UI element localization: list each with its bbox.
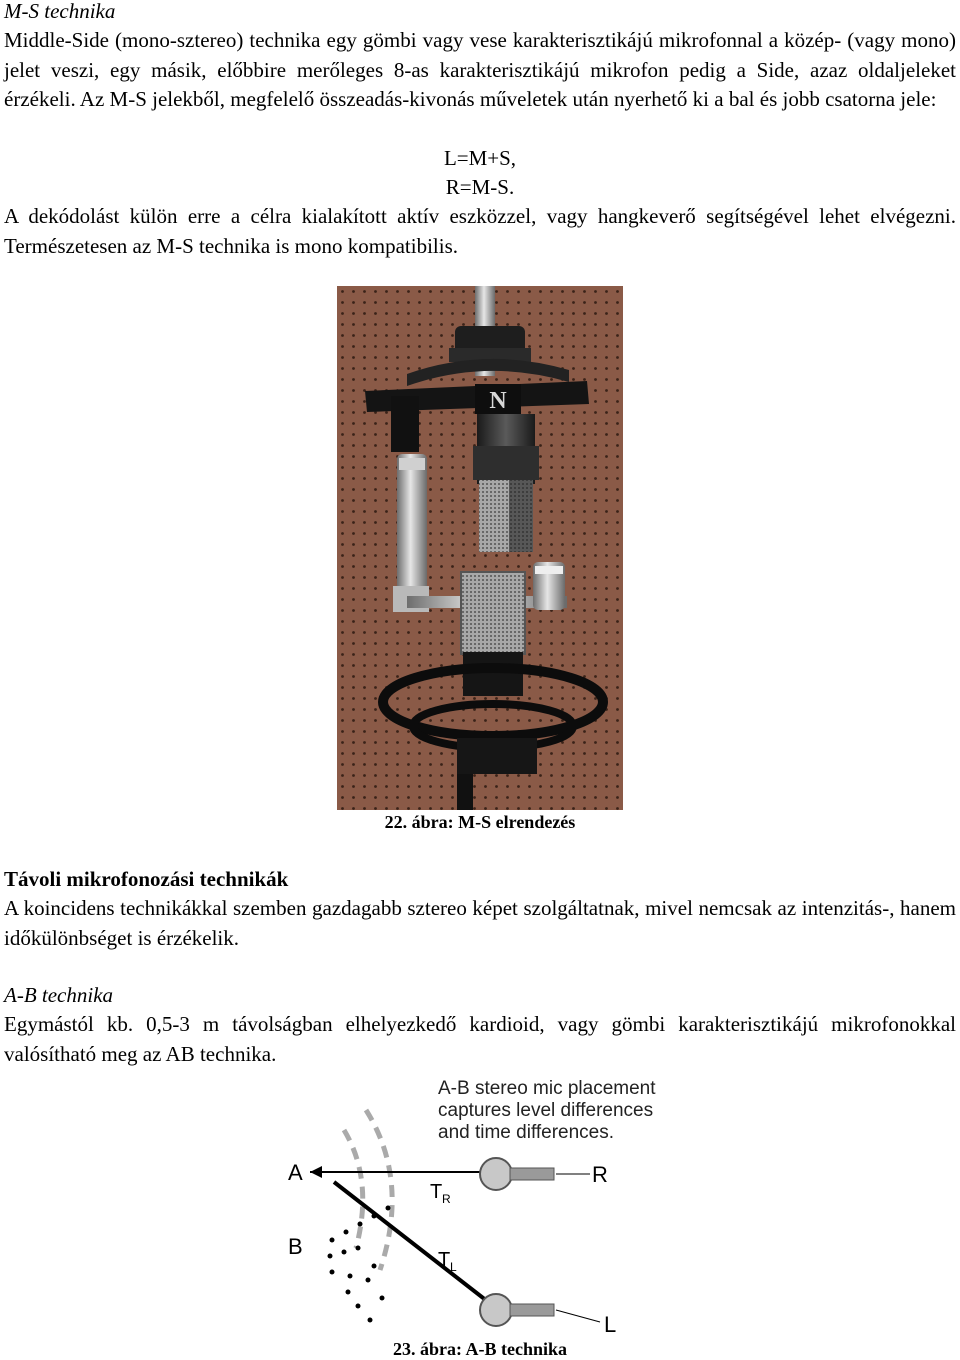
sound-wave-arcs (344, 1110, 392, 1270)
time-label-tl: T (438, 1249, 451, 1271)
ab-technique-paragraph: Egymástól kb. 0,5-3 m távolságban elhelyezkedő kardioid, vagy gömbi karakterisztikájú mikrofonokkal valósítható meg az AB technika. (4, 1012, 956, 1066)
svg-text:L: L (450, 1260, 457, 1274)
figure-22-caption: 22. ábra: M-S elrendezés (384, 812, 576, 832)
distant-techniques-paragraph: A koincidens technikákkal szemben gazdagabb sztereo képet szolgáltatnak, mivel nemcsak az intenzitás-, hanem időkülönbséget is érzékelik. (4, 896, 956, 950)
diagram-title-line-1: A-B stereo mic placement (438, 1078, 656, 1099)
mic-label-l: L (604, 1312, 617, 1337)
microphone-l (480, 1294, 600, 1326)
distant-techniques-heading: Távoli mikrofonozási technikák (4, 867, 289, 891)
ms-paragraph-1: Middle-Side (mono-sztereo) technika egy gömbi vagy vese karakterisztikájú mikrofonnal a közép- (vagy mono) jelet veszi, egy másik, előbbire merőleges 8-as karakterisztikájú mikrofon pedig a Side, azaz oldaljeleket érzékeli. Az M-S jelekből, megfelelő összeadás-kivonás műveletek után nyerhető ki a bal és jobb csatorna jele: (4, 28, 956, 111)
mic-label-r: R (592, 1162, 608, 1187)
ms-technique-heading: M-S technika (4, 0, 116, 23)
formula-left: L=M+S, (443, 146, 517, 170)
diagram-title-line-3: and time differences. (438, 1122, 615, 1143)
ms-paragraph-2: A dekódolást külön erre a célra kialakított aktív eszközzel, vagy hangkeverő segítségével lehet elvégezni. Természetesen az M-S technika is mono kompatibilis. (4, 204, 956, 258)
source-label-a: A (288, 1160, 303, 1185)
diagram-title-line-2: captures level differences (438, 1100, 654, 1121)
ms-arrangement-photo (337, 286, 623, 810)
path-a-to-l (334, 1182, 496, 1308)
svg-text:R: R (442, 1192, 451, 1206)
ab-technique-heading: A-B technika (4, 983, 114, 1007)
source-label-b: B (288, 1234, 303, 1259)
logo-letter: N (489, 388, 507, 414)
time-label-tr: T (430, 1181, 443, 1203)
formula-right: R=M-S. (445, 175, 515, 199)
microphone-r (480, 1158, 590, 1190)
ab-diagram (270, 1070, 690, 1338)
figure-23-caption: 23. ábra: A-B technika (392, 1339, 567, 1359)
